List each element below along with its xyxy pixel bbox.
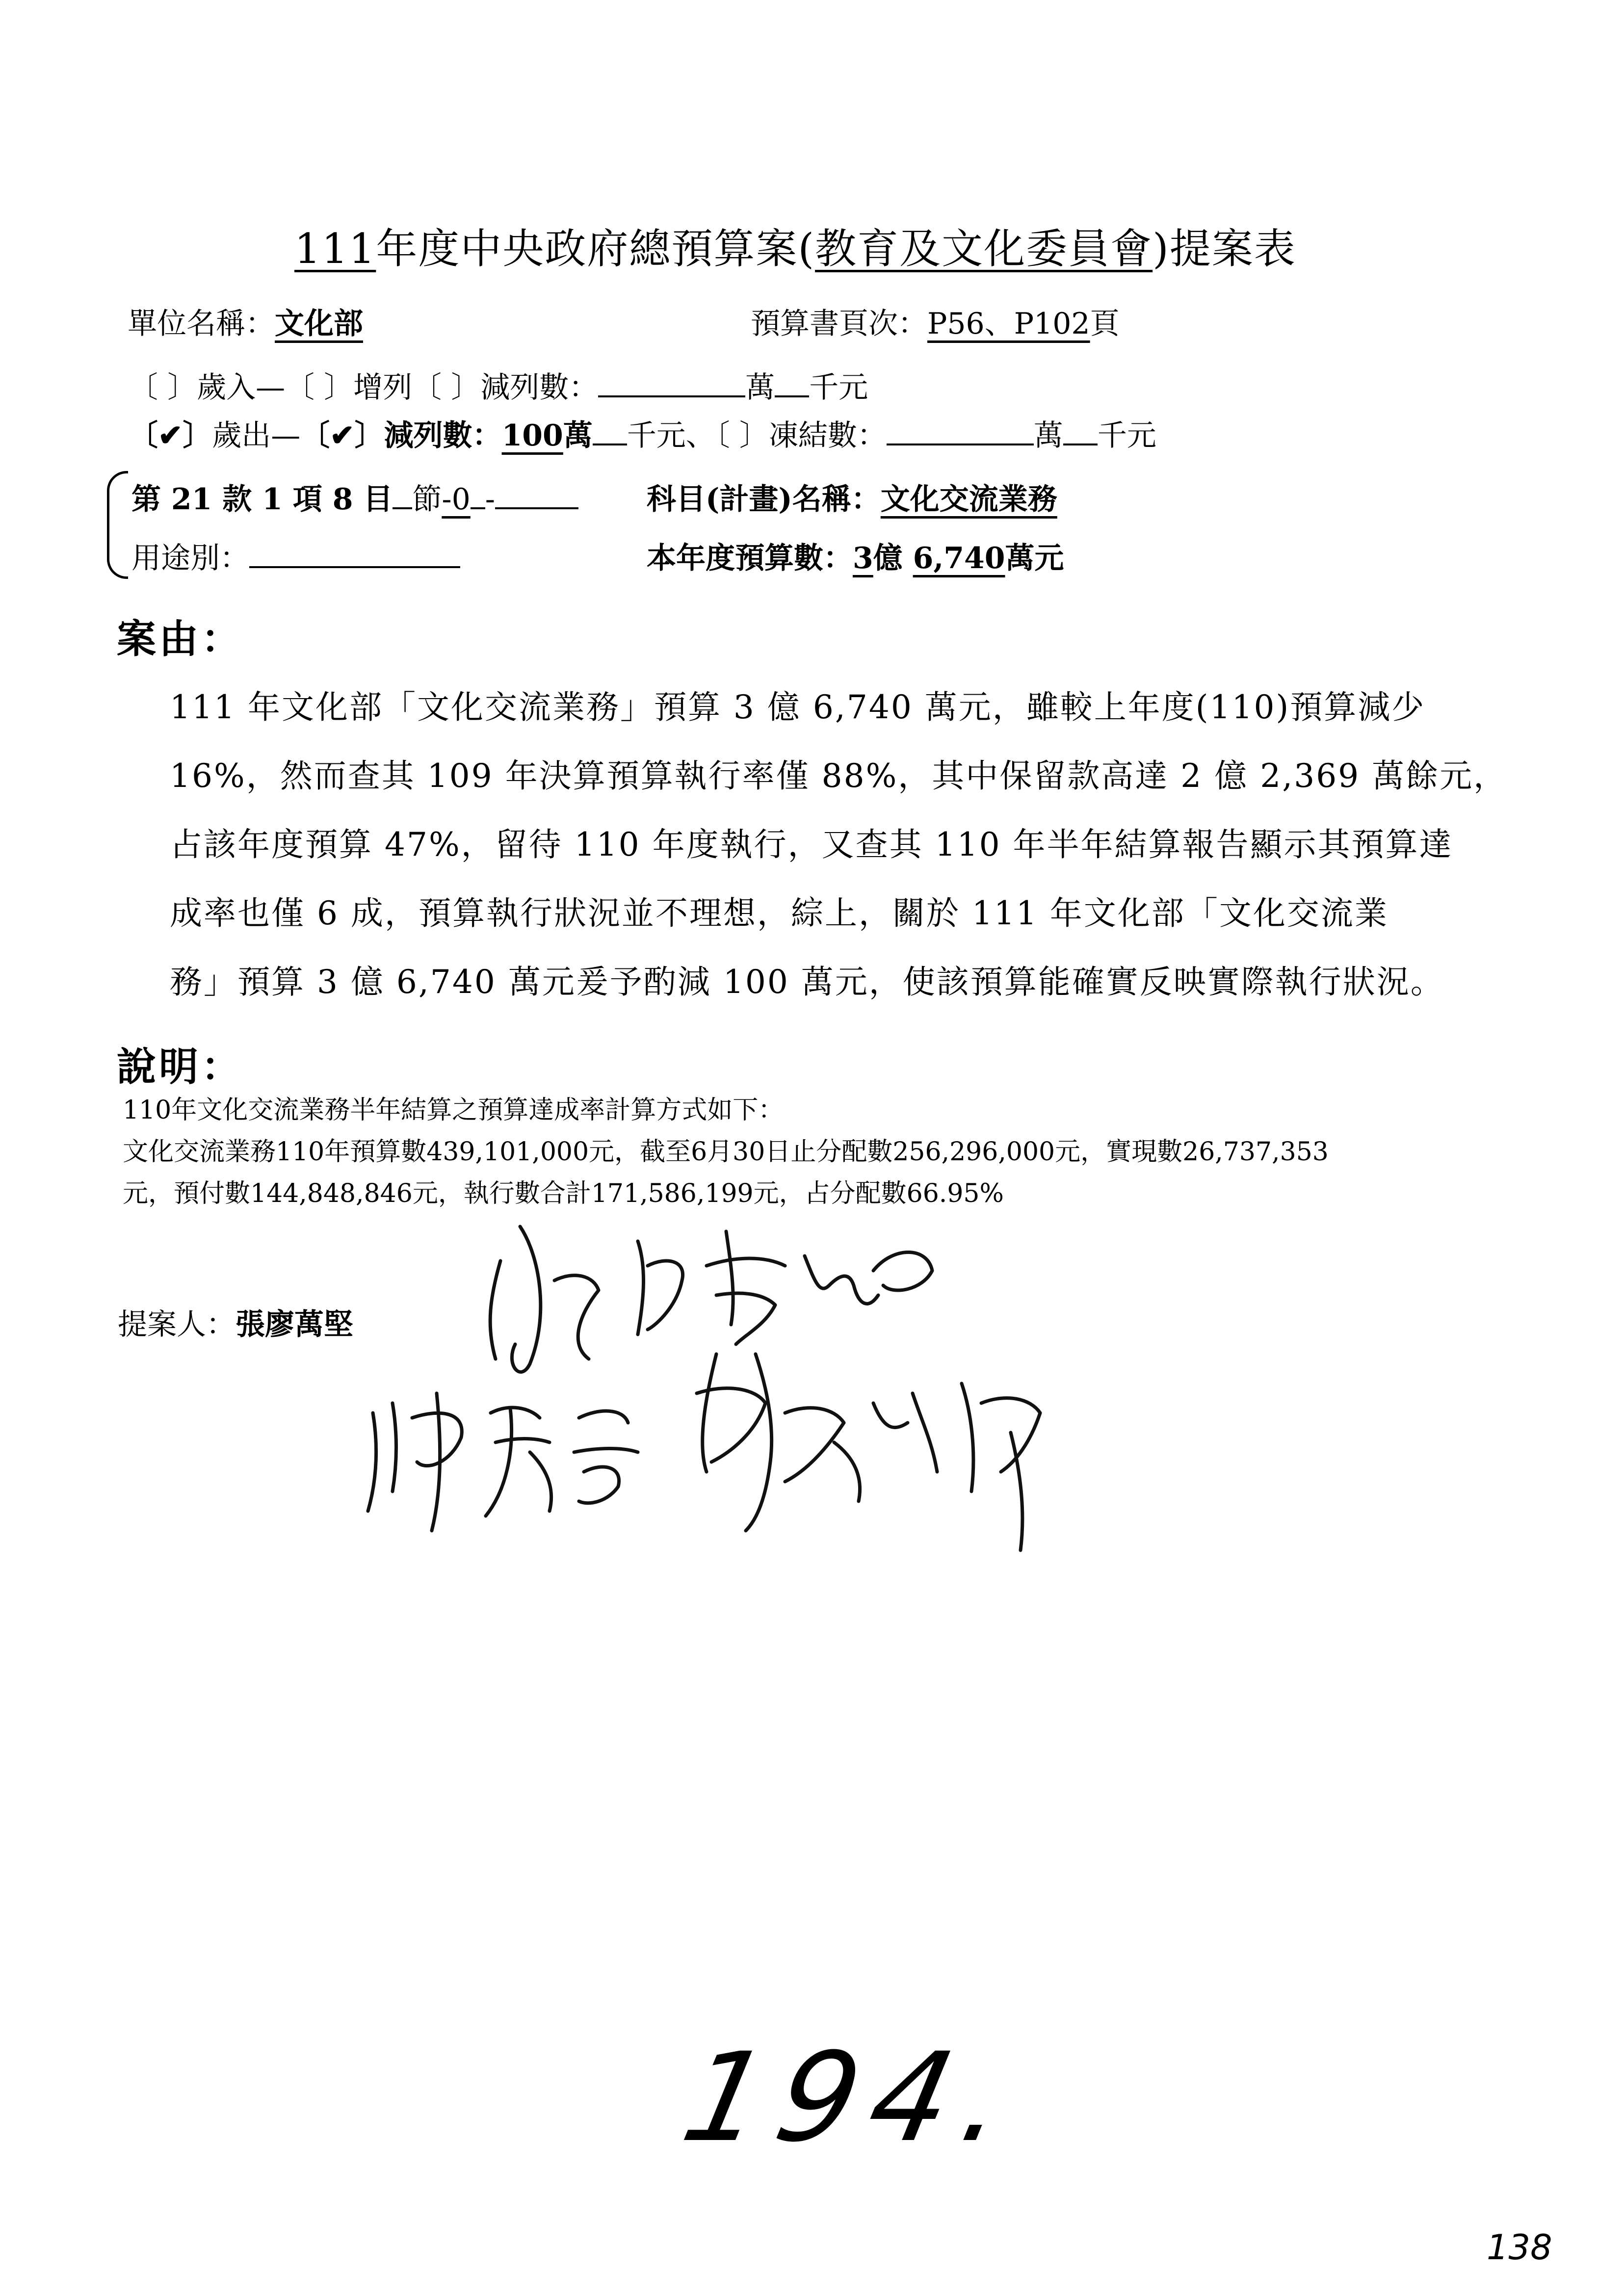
mu-blank[interactable] — [393, 482, 412, 509]
revenue-line — [129, 364, 868, 406]
explanation-line-3: 元，預付數144,848,846元，執行數合計171,586,199元，占分配數66.95% — [123, 1179, 1004, 1208]
subject-value: 文化交流業務 — [880, 482, 1057, 517]
mu-value: 8 — [332, 482, 353, 517]
jie-blank[interactable] — [471, 482, 485, 509]
explanation-line-1: 110年文化交流業務半年結算之預算達成率計算方式如下： — [123, 1096, 784, 1125]
decrease-label: 減列數： — [480, 370, 599, 405]
item-brace — [107, 471, 128, 579]
budget-wan-label: 萬元 — [1005, 541, 1064, 575]
reason-heading: 案由： — [117, 616, 243, 662]
expense-checkbox[interactable]: 〔✔〕 — [129, 418, 212, 453]
proposer-label: 提案人： — [118, 1307, 236, 1342]
expense-label: 歲出— — [212, 418, 301, 453]
proposer-row — [118, 1301, 353, 1343]
jie-value: -0 — [442, 482, 471, 517]
usage-label: 用途別： — [131, 541, 249, 575]
pages-value: P56、P102 — [927, 307, 1090, 341]
reason-line-3: 占該年度預算 47%，留待 110 年度執行，又查其 110 年半年結算報告顯示其預算達 — [170, 826, 1453, 863]
decrease-checkbox[interactable]: 〔 〕 — [412, 370, 481, 405]
pages-label: 預算書頁次： — [751, 307, 927, 341]
budget-yi-label: 億 — [873, 541, 903, 575]
freeze-wan: 萬 — [1033, 418, 1063, 453]
expense-qian: 千元、 — [627, 418, 715, 453]
subject-row — [647, 476, 1057, 518]
title-year: 111 — [294, 225, 376, 273]
explanation-line-2: 文化交流業務110年預算數439,101,000元，截至6月30日止分配數256,296,000元，實現數26,737,353 — [123, 1137, 1329, 1167]
revenue-qian: 千元 — [809, 370, 868, 405]
xiang-value: 1 — [262, 482, 283, 517]
handwritten-page-number: 194. — [672, 2026, 1034, 2169]
mu-label: 目 — [353, 482, 393, 517]
budget-wan-value: 6,740 — [913, 541, 1005, 575]
reason-line-5: 務」預算 3 億 6,740 萬元爰予酌減 100 萬元，使該預算能確實反映實際執行狀況。 — [170, 963, 1444, 1001]
dash-blank[interactable] — [495, 482, 578, 509]
jie-label: 節 — [412, 482, 442, 517]
xiang-label: 項 — [282, 482, 333, 517]
budget-amount-row — [647, 535, 1064, 577]
document-title — [294, 216, 1296, 275]
freeze-checkbox[interactable]: 〔 〕 — [715, 418, 769, 453]
handwritten-signatures — [343, 1197, 1178, 1609]
revenue-wan-blank[interactable] — [598, 370, 745, 397]
expense-decrease-checkbox[interactable]: 〔✔〕 — [300, 418, 384, 453]
unit-label: 單位名稱： — [128, 307, 275, 341]
title-suffix: )提案表 — [1153, 225, 1296, 273]
usage-blank[interactable] — [249, 541, 460, 568]
reason-line-1: 111 年文化部「文化交流業務」預算 3 億 6,740 萬元，雖較上年度(110)預算減少 — [170, 688, 1426, 726]
freeze-label: 凍結數： — [768, 418, 887, 453]
budget-item-line — [131, 476, 578, 518]
usage-row — [131, 535, 460, 577]
explanation-heading: 說明： — [117, 1044, 243, 1090]
expense-qian-blank[interactable] — [593, 418, 627, 445]
kuan-prefix: 第 — [131, 482, 171, 517]
kuan-label: 款 — [212, 482, 262, 517]
proposer-value: 張廖萬堅 — [236, 1307, 353, 1342]
budget-yi-value: 3 — [853, 541, 873, 575]
reason-line-4: 成率也僅 6 成，預算執行狀況並不理想，綜上，關於 111 年文化部「文化交流業 — [170, 894, 1388, 932]
unit-value: 文化部 — [275, 307, 363, 341]
revenue-wan: 萬 — [745, 370, 775, 405]
corner-page-number: 138 — [1487, 2227, 1552, 2268]
increase-label: 增列 — [353, 370, 413, 405]
title-committee: 教育及文化委員會 — [815, 225, 1153, 273]
kuan-value: 21 — [171, 482, 212, 517]
expense-amount: 100 — [501, 418, 563, 453]
title-prefix: 年度中央政府總預算案( — [376, 225, 815, 273]
unit-row — [128, 300, 363, 342]
expense-decrease-label: 減列數： — [384, 418, 502, 453]
pages-suffix: 頁 — [1090, 307, 1120, 341]
revenue-label: 歲入— — [197, 370, 286, 405]
dash: - — [485, 482, 496, 517]
freeze-wan-blank[interactable] — [887, 418, 1034, 445]
expense-wan: 萬 — [563, 418, 593, 453]
revenue-checkbox[interactable]: 〔 〕 — [129, 370, 197, 405]
budget-amount-label: 本年度預算數： — [647, 541, 853, 575]
pages-row — [751, 300, 1120, 342]
subject-label: 科目(計畫)名稱： — [647, 482, 881, 517]
freeze-qian-blank[interactable] — [1063, 418, 1098, 445]
increase-checkbox[interactable]: 〔 〕 — [285, 370, 354, 405]
reason-line-2: 16%，然而查其 109 年決算預算執行率僅 88%，其中保留款高達 2 億 2,369 萬餘元， — [170, 757, 1508, 795]
freeze-qian: 千元 — [1097, 418, 1156, 453]
expense-line — [129, 412, 1156, 454]
revenue-qian-blank[interactable] — [775, 370, 809, 397]
